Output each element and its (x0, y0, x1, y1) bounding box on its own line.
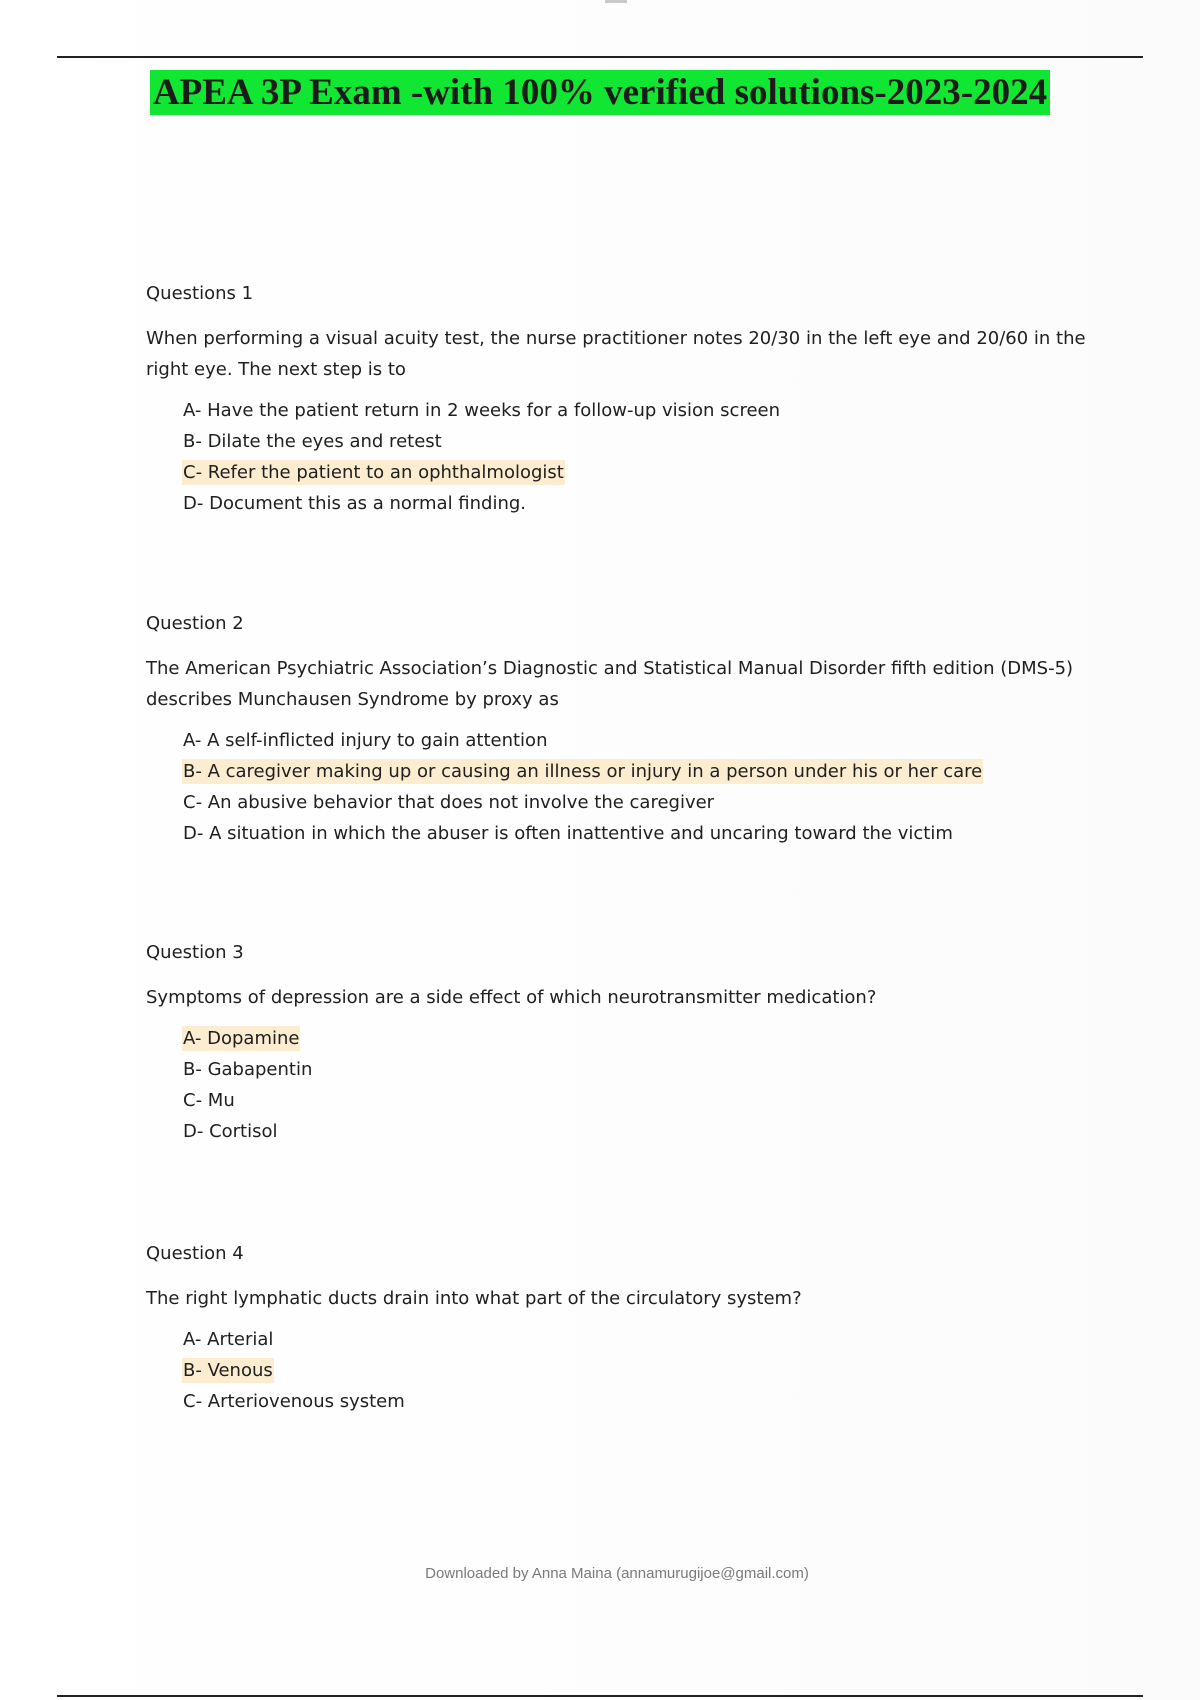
option-a: A- A self-inflicted injury to gain attention (183, 730, 548, 751)
answer-options (146, 1023, 1106, 1147)
answer-options (146, 1324, 1106, 1417)
option-d: D- Cortisol (183, 1121, 278, 1142)
footer-rule (57, 1695, 1143, 1697)
question-heading: Question 2 (146, 613, 244, 634)
question-1 (146, 282, 1106, 519)
question-3 (146, 941, 1106, 1147)
option-c: C- Arteriovenous system (183, 1391, 405, 1412)
question-text: When performing a visual acuity test, the nurse practitioner notes 20/30 in the left eye and 20/60 in the right eye. The next step is to (146, 328, 1086, 380)
option-b: B- Gabapentin (183, 1059, 313, 1080)
option-b-highlighted-answer: B- A caregiver making up or causing an illness or injury in a person under his or her care (183, 761, 983, 782)
question-heading: Questions 1 (146, 283, 254, 304)
page-top-mark (605, 0, 627, 3)
answer-options (146, 395, 1106, 519)
option-c: C- Mu (183, 1090, 235, 1111)
option-a: A- Have the patient return in 2 weeks for a follow-up vision screen (183, 400, 781, 421)
option-c-highlighted-answer: C- Refer the patient to an ophthalmologist (183, 462, 564, 483)
question-text: The right lymphatic ducts drain into what part of the circulatory system? (146, 1288, 802, 1309)
question-2 (146, 612, 1106, 849)
option-a: A- Arterial (183, 1329, 274, 1350)
header-rule (57, 56, 1143, 58)
title-block (0, 70, 1200, 115)
option-b-highlighted-answer: B- Venous (183, 1360, 273, 1381)
question-4 (146, 1242, 1106, 1417)
option-a-highlighted-answer: A- Dopamine (183, 1028, 300, 1049)
question-text: Symptoms of depression are a side effect of which neurotransmitter medication? (146, 987, 877, 1008)
document-title: APEA 3P Exam -with 100% verified solutions-2023-2024 (150, 70, 1050, 115)
question-heading: Question 4 (146, 1243, 244, 1264)
download-footer: Downloaded by Anna Maina (annamurugijoe@gmail.com) (425, 1565, 809, 1582)
question-heading: Question 3 (146, 942, 244, 963)
option-c: C- An abusive behavior that does not involve the caregiver (183, 792, 715, 813)
option-b: B- Dilate the eyes and retest (183, 431, 442, 452)
option-d: D- A situation in which the abuser is often inattentive and uncaring toward the victim (183, 823, 953, 844)
option-d: D- Document this as a normal finding. (183, 493, 527, 514)
answer-options (146, 725, 1106, 849)
question-text: The American Psychiatric Association’s Diagnostic and Statistical Manual Disorder fifth edition (DMS-5) describes Munchausen Syndrome by proxy as (146, 658, 1074, 710)
